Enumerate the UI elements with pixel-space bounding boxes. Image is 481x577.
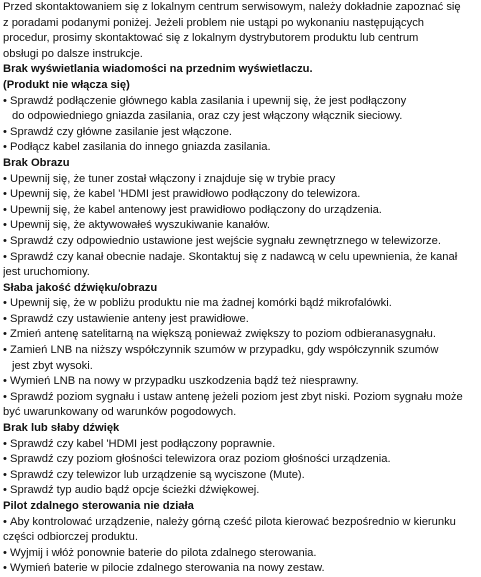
bullet-item: • Wyjmij i włóż ponownie baterie do pilota zdalnego sterowania. bbox=[3, 546, 479, 562]
bullet-item: • Sprawdź czy odpowiednio ustawione jest wejście sygnału zewnętrznego w telewizorze. bbox=[3, 234, 479, 250]
bullet-item: • Upewnij się, że kabel 'HDMI jest prawidłowo podłączony do telewizora. bbox=[3, 187, 479, 203]
text-line: obsługi po dalsze instrukcje. bbox=[3, 47, 143, 60]
bullet-item: • Zmień antenę satelitarną na większą ponieważ zwiększy to poziom odbieranasygnału. bbox=[3, 327, 479, 343]
text-line: części odbiorczej produktu. bbox=[3, 531, 138, 544]
text-line: z poradami podanymi poniżej. Jeżeli problem nie ustąpi po wykonaniu następujących bbox=[3, 16, 425, 29]
text-line: jest zbyt wysoki. bbox=[12, 359, 93, 372]
text-line: jest uruchomiony. bbox=[3, 266, 90, 279]
section-heading: Brak lub słaby dźwięk bbox=[3, 422, 120, 435]
bullet-item: • Sprawdź typ audio bądź opcje ścieżki dźwiękowej. bbox=[3, 483, 479, 499]
text-line: do odpowiedniego gniazda zasilania, oraz czy jest włączony włącznik sieciowy. bbox=[12, 110, 403, 123]
bullet-item: • Sprawdź czy poziom głośności telewizora oraz poziom głośności urządzenia. bbox=[3, 452, 479, 468]
bullet-item: • Wymień LNB na nowy w przypadku uszkodzenia bądź też niesprawny. bbox=[3, 374, 479, 390]
section-heading: (Produkt nie włącza się) bbox=[3, 78, 130, 91]
text-line: być uwarunkowany od warunków pogodowych. bbox=[3, 406, 237, 419]
section-heading: Brak wyświetlania wiadomości na przednim wyświetlaczu. bbox=[3, 63, 313, 76]
section-heading: Brak Obrazu bbox=[3, 156, 70, 169]
bullet-item: • Wymień baterie w pilocie zdalnego sterowania na nowy zestaw. bbox=[3, 561, 479, 577]
text-line: procedur, prosimy skontaktować się z lokalnym dystrybutorem produktu lub centrum bbox=[3, 32, 419, 45]
bullet-item: • Upewnij się, że aktywowałeś wyszukiwanie kanałów. bbox=[3, 218, 479, 234]
section-heading: Pilot zdalnego sterowania nie działa bbox=[3, 500, 194, 512]
bullet-item: • Podłącz kabel zasilania do innego gniazda zasilania. bbox=[3, 140, 479, 156]
section-heading: Słaba jakość dźwięku/obrazu bbox=[3, 281, 158, 294]
bullet-item: • Upewnij się, że w pobliżu produktu nie ma żadnej komórki bądź mikrofalówki. bbox=[3, 296, 479, 312]
bullet-item: • Upewnij się, że kabel antenowy jest prawidłowo podłączony do urządzenia. bbox=[3, 203, 479, 219]
bullet-item: • Sprawdź czy telewizor lub urządzenie są wyciszone (Mute). bbox=[3, 468, 479, 484]
bullet-item: • Sprawdź podłączenie głównego kabla zasilania i upewnij się, że jest podłączony bbox=[3, 94, 479, 110]
bullet-item: • Sprawdź poziom sygnału i ustaw antenę jeżeli poziom jest zbyt niski. Poziom sygnału może bbox=[3, 390, 479, 406]
bullet-item: • Sprawdź czy kanał obecnie nadaje. Skontaktuj się z nadawcą w celu upewnienia, że kanał bbox=[3, 250, 479, 266]
bullet-item: • Aby kontrolować urządzenie, należy górną cześć pilota kierować bezpośrednio w kierunku bbox=[3, 515, 479, 531]
bullet-item: • Upewnij się, że tuner został włączony i znajduje się w trybie pracy bbox=[3, 172, 479, 188]
bullet-item: • Sprawdź czy ustawienie anteny jest prawidłowe. bbox=[3, 312, 479, 328]
bullet-item: • Sprawdź czy główne zasilanie jest włączone. bbox=[3, 125, 479, 141]
text-line: Przed skontaktowaniem się z lokalnym centrum serwisowym, należy dokładnie zapoznać się bbox=[3, 1, 461, 13]
bullet-item: • Zamień LNB na niższy współczynnik szumów w przypadku, gdy współczynnik szumów bbox=[3, 343, 479, 359]
bullet-item: • Sprawdź czy kabel 'HDMI jest podłączony poprawnie. bbox=[3, 437, 479, 453]
